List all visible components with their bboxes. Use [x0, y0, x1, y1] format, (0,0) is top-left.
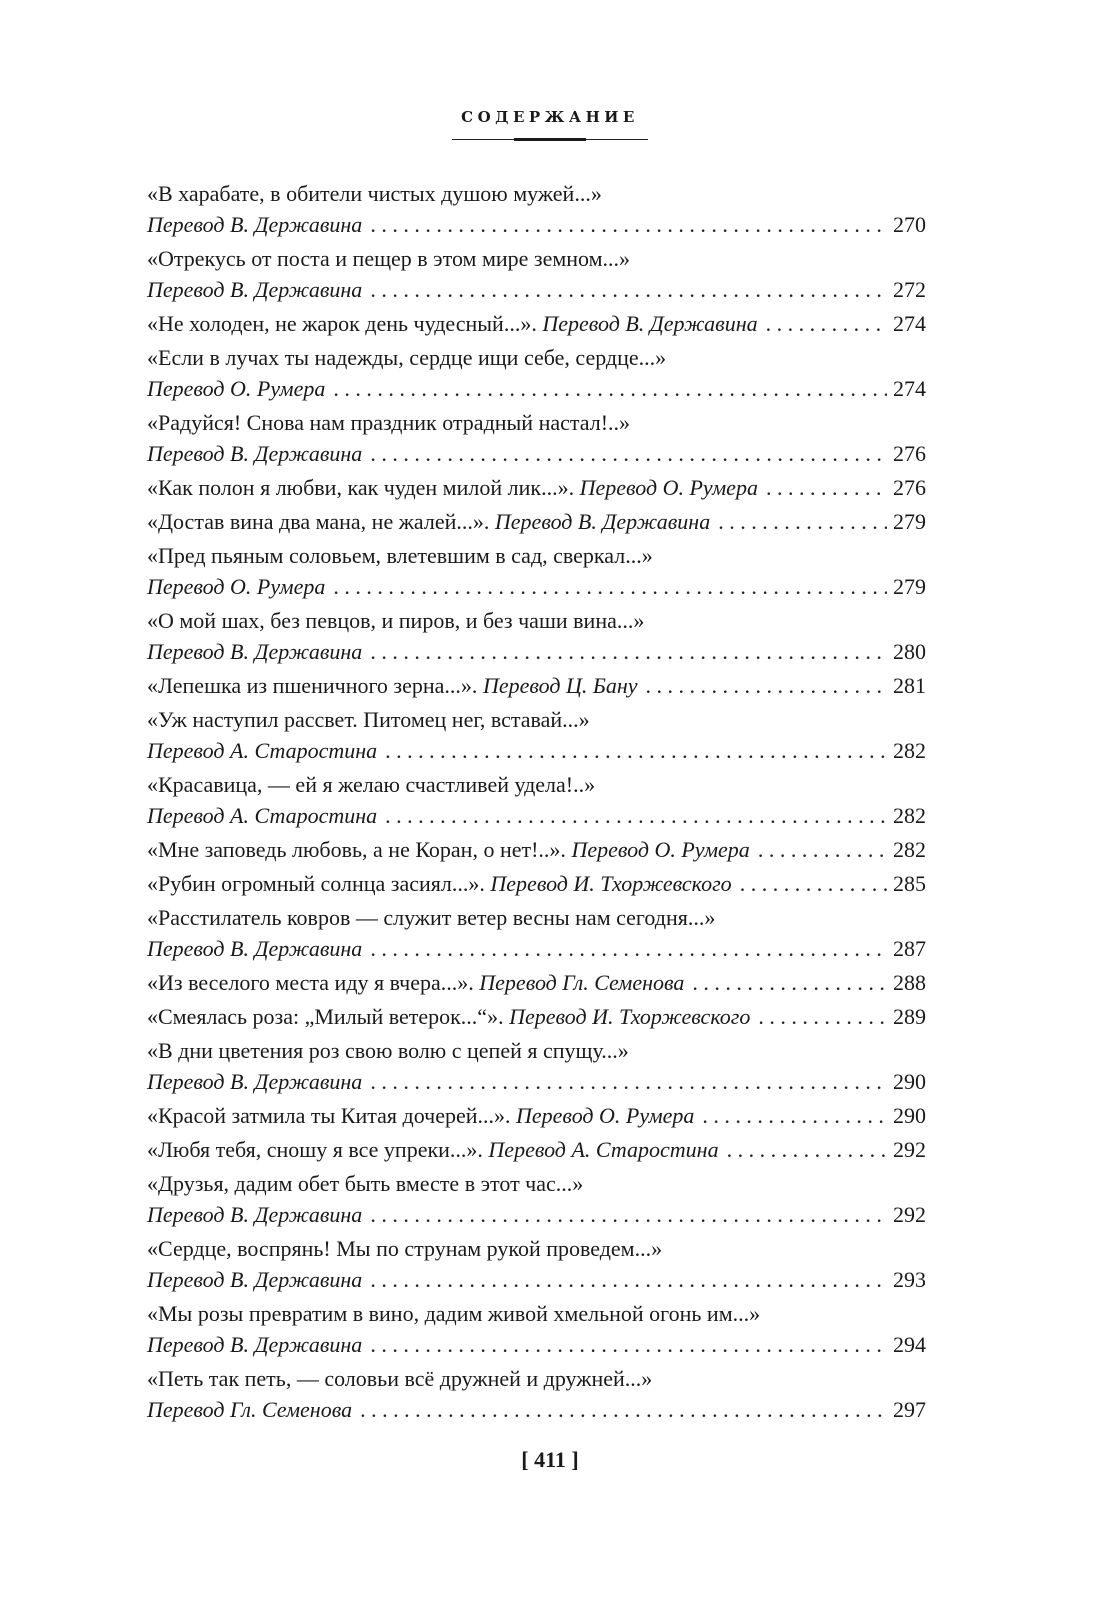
toc-entry-translator-line [147, 373, 926, 404]
toc-entry-line [147, 1100, 926, 1131]
entry-title: «Отрекусь от поста и пещер в этом мире земном...» [147, 246, 631, 271]
entry-page-number: 293 [893, 1267, 926, 1292]
toc-entry-title-line [147, 769, 926, 800]
dot-leader [370, 1199, 887, 1230]
toc-entry-title-line [147, 178, 926, 209]
toc-entry [147, 506, 926, 537]
toc-entry-title-line [147, 704, 926, 735]
dot-leader [360, 1394, 887, 1425]
toc-entry-line [147, 967, 926, 998]
entry-title: «О мой шах, без певцов, и пиров, и без чаши вина...» [147, 608, 645, 633]
dot-leader [370, 274, 887, 305]
toc-entry [147, 670, 926, 701]
entry-title: «Расстилатель ковров — служит ветер весны нам сегодня...» [147, 905, 716, 930]
toc-entry-translator-line [147, 438, 926, 469]
toc-entry-translator-line [147, 800, 926, 831]
toc-entry-line [147, 1001, 926, 1032]
toc-entry-title-line [147, 1233, 926, 1264]
entry-page-number: 288 [893, 970, 926, 995]
entry-translator: Перевод А. Старостина [147, 803, 378, 828]
entry-translator: Перевод В. Державина [147, 1202, 363, 1227]
entry-translator: Перевод Гл. Семенова [479, 970, 685, 995]
entry-title: «Уж наступил рассвет. Питомец нег, вставай...» [147, 707, 590, 732]
entry-title: «Красой затмила ты Китая дочерей...». [147, 1103, 511, 1128]
entry-page-number: 272 [893, 277, 926, 302]
toc-entry-translator-line [147, 933, 926, 964]
entry-title: «Радуйся! Снова нам праздник отрадный настал!..» [147, 410, 631, 435]
dot-leader [385, 735, 887, 766]
toc-entry [147, 1233, 926, 1295]
toc-entry [147, 605, 926, 667]
entry-page-number: 274 [893, 311, 926, 336]
toc-entry [147, 1035, 926, 1097]
entry-translator: Перевод В. Державина [147, 441, 363, 466]
toc-entry [147, 834, 926, 865]
toc-entry [147, 308, 926, 339]
entry-title: «Лепешка из пшеничного зерна...». [147, 673, 478, 698]
toc-entry-title-line [147, 1298, 926, 1329]
entry-translator: Перевод А. Старостина [147, 738, 378, 763]
toc-entry [147, 342, 926, 404]
dot-leader [333, 571, 887, 602]
entry-page-number: 279 [893, 574, 926, 599]
toc-entry [147, 967, 926, 998]
entry-title: «Рубин огромный солнца засиял...». [147, 871, 485, 896]
toc-entry-title-line [147, 605, 926, 636]
entry-page-number: 297 [893, 1397, 926, 1422]
toc-entry [147, 407, 926, 469]
toc-entry-line [147, 506, 926, 537]
entry-translator: Перевод Ц. Бану [482, 673, 638, 698]
entry-translator: Перевод О. Румера [147, 574, 326, 599]
entry-translator: Перевод В. Державина [147, 936, 363, 961]
entry-translator: Перевод В. Державина [147, 277, 363, 302]
entry-title: «Друзья, дадим обет быть вместе в этот час...» [147, 1171, 584, 1196]
dot-leader [740, 868, 887, 899]
toc-entry-translator-line [147, 735, 926, 766]
toc-entry-translator-line [147, 1394, 926, 1425]
toc-entry-line [147, 670, 926, 701]
entry-page-number: 274 [893, 376, 926, 401]
toc-entry-title-line [147, 1363, 926, 1394]
toc-entry-line [147, 834, 926, 865]
entry-translator: Перевод О. Румера [579, 475, 758, 500]
entry-title: «Из веселого места иду я вчера...». [147, 970, 474, 995]
entry-page-number: 292 [893, 1202, 926, 1227]
entry-translator: Перевод В. Державина [147, 1267, 363, 1292]
toc-entry-line [147, 472, 926, 503]
entry-title: «Пред пьяным соловьем, влетевшим в сад, сверкал...» [147, 543, 653, 568]
toc-entry-translator-line [147, 1199, 926, 1230]
toc-entry [147, 868, 926, 899]
toc-entry-translator-line [147, 274, 926, 305]
entry-title: «Петь так петь, — соловьи всё дружней и дружней...» [147, 1366, 653, 1391]
entry-page-number: 279 [893, 509, 926, 534]
entry-title: «Смеялась роза: „Милый ветерок...“». [147, 1004, 504, 1029]
dot-leader [758, 834, 887, 865]
entry-translator: Перевод В. Державина [147, 1069, 363, 1094]
entry-translator: Перевод В. Державина [147, 639, 363, 664]
toc-entry [147, 1298, 926, 1360]
toc-entry-translator-line [147, 571, 926, 602]
entry-translator: Перевод О. Румера [516, 1103, 695, 1128]
entry-translator: Перевод В. Державина [542, 311, 758, 336]
entry-page-number: 270 [893, 212, 926, 237]
entry-translator: Перевод О. Румера [147, 376, 326, 401]
entry-title: «Мы розы превратим в вино, дадим живой хмельной огонь им...» [147, 1301, 761, 1326]
toc-entry [147, 1001, 926, 1032]
dot-leader [766, 308, 887, 339]
toc-entry-translator-line [147, 636, 926, 667]
entry-page-number: 287 [893, 936, 926, 961]
entry-title: «В харабате, в обители чистых душою мужей...» [147, 181, 602, 206]
entry-title: «Мне заповедь любовь, а не Коран, о нет!..». [147, 837, 566, 862]
toc-entry-title-line [147, 1035, 926, 1066]
toc-entry-translator-line [147, 1329, 926, 1360]
header-rule [452, 136, 648, 144]
entry-translator: Перевод О. Румера [571, 837, 750, 862]
dot-leader [718, 506, 887, 537]
toc-entry [147, 540, 926, 602]
entry-title: «Если в лучах ты надежды, сердце ищи себе, сердце...» [147, 345, 667, 370]
entry-translator: Перевод В. Державина [147, 1332, 363, 1357]
toc-entry [147, 704, 926, 766]
dot-leader [333, 373, 887, 404]
toc-entry [147, 1363, 926, 1425]
dot-leader [385, 800, 887, 831]
entry-page-number: 282 [893, 837, 926, 862]
toc-entry [147, 769, 926, 831]
header-rule-thick [514, 138, 586, 141]
entry-title: «Не холоден, не жарок день чудесный...». [147, 311, 537, 336]
entry-page-number: 292 [893, 1137, 926, 1162]
toc-entry-line [147, 868, 926, 899]
entry-page-number: 294 [893, 1332, 926, 1357]
entry-title: «В дни цветения роз свою волю с цепей я спущу...» [147, 1038, 629, 1063]
toc-entry-title-line [147, 407, 926, 438]
toc-entry-title-line [147, 902, 926, 933]
entry-page-number: 285 [893, 871, 926, 896]
toc-entry-title-line [147, 243, 926, 274]
toc-entry-title-line [147, 342, 926, 373]
running-header [0, 108, 1100, 144]
toc-entry-translator-line [147, 1264, 926, 1295]
dot-leader [370, 1264, 887, 1295]
entry-translator: Перевод Гл. Семенова [147, 1397, 353, 1422]
dot-leader [727, 1134, 887, 1165]
entry-page-number: 290 [893, 1069, 926, 1094]
entry-page-number: 281 [893, 673, 926, 698]
entry-page-number: 289 [893, 1004, 926, 1029]
toc-entry [147, 178, 926, 240]
toc-entry [147, 243, 926, 305]
dot-leader [370, 438, 887, 469]
entry-title: «Достав вина два мана, не жалей...». [147, 509, 490, 534]
dot-leader [370, 1066, 887, 1097]
dot-leader [646, 670, 888, 701]
entry-title: «Красавица, — ей я желаю счастливей удела!..» [147, 772, 596, 797]
dot-leader [370, 636, 887, 667]
table-of-contents [147, 178, 926, 1428]
dot-leader [370, 1329, 887, 1360]
entry-page-number: 282 [893, 738, 926, 763]
page-number: [ 411 ] [521, 1447, 579, 1472]
entry-title: «Как полон я любви, как чуден милой лик...». [147, 475, 575, 500]
entry-page-number: 280 [893, 639, 926, 664]
dot-leader [370, 209, 887, 240]
entry-translator: Перевод А. Старостина [488, 1137, 719, 1162]
entry-page-number: 282 [893, 803, 926, 828]
entry-page-number: 290 [893, 1103, 926, 1128]
dot-leader [766, 472, 887, 503]
dot-leader [370, 933, 887, 964]
entry-page-number: 276 [893, 441, 926, 466]
toc-entry-line [147, 308, 926, 339]
toc-entry-line [147, 1134, 926, 1165]
entry-translator: Перевод В. Державина [147, 212, 363, 237]
page-title: СОДЕРЖАНИЕ [461, 108, 639, 126]
toc-entry-translator-line [147, 209, 926, 240]
toc-entry [147, 1134, 926, 1165]
entry-page-number: 276 [893, 475, 926, 500]
entry-translator: Перевод И. Тхоржевского [490, 871, 732, 896]
toc-entry [147, 472, 926, 503]
dot-leader [702, 1100, 887, 1131]
dot-leader [692, 967, 887, 998]
toc-entry [147, 1100, 926, 1131]
toc-entry [147, 902, 926, 964]
entry-translator: Перевод И. Тхоржевского [509, 1004, 751, 1029]
toc-entry-title-line [147, 1168, 926, 1199]
toc-entry-title-line [147, 540, 926, 571]
entry-title: «Сердце, воспрянь! Мы по струнам рукой проведем...» [147, 1236, 663, 1261]
entry-translator: Перевод В. Державина [494, 509, 711, 534]
entry-title: «Любя тебя, сношу я все упреки...». [147, 1137, 483, 1162]
toc-entry [147, 1168, 926, 1230]
toc-entry-translator-line [147, 1066, 926, 1097]
dot-leader [758, 1001, 887, 1032]
